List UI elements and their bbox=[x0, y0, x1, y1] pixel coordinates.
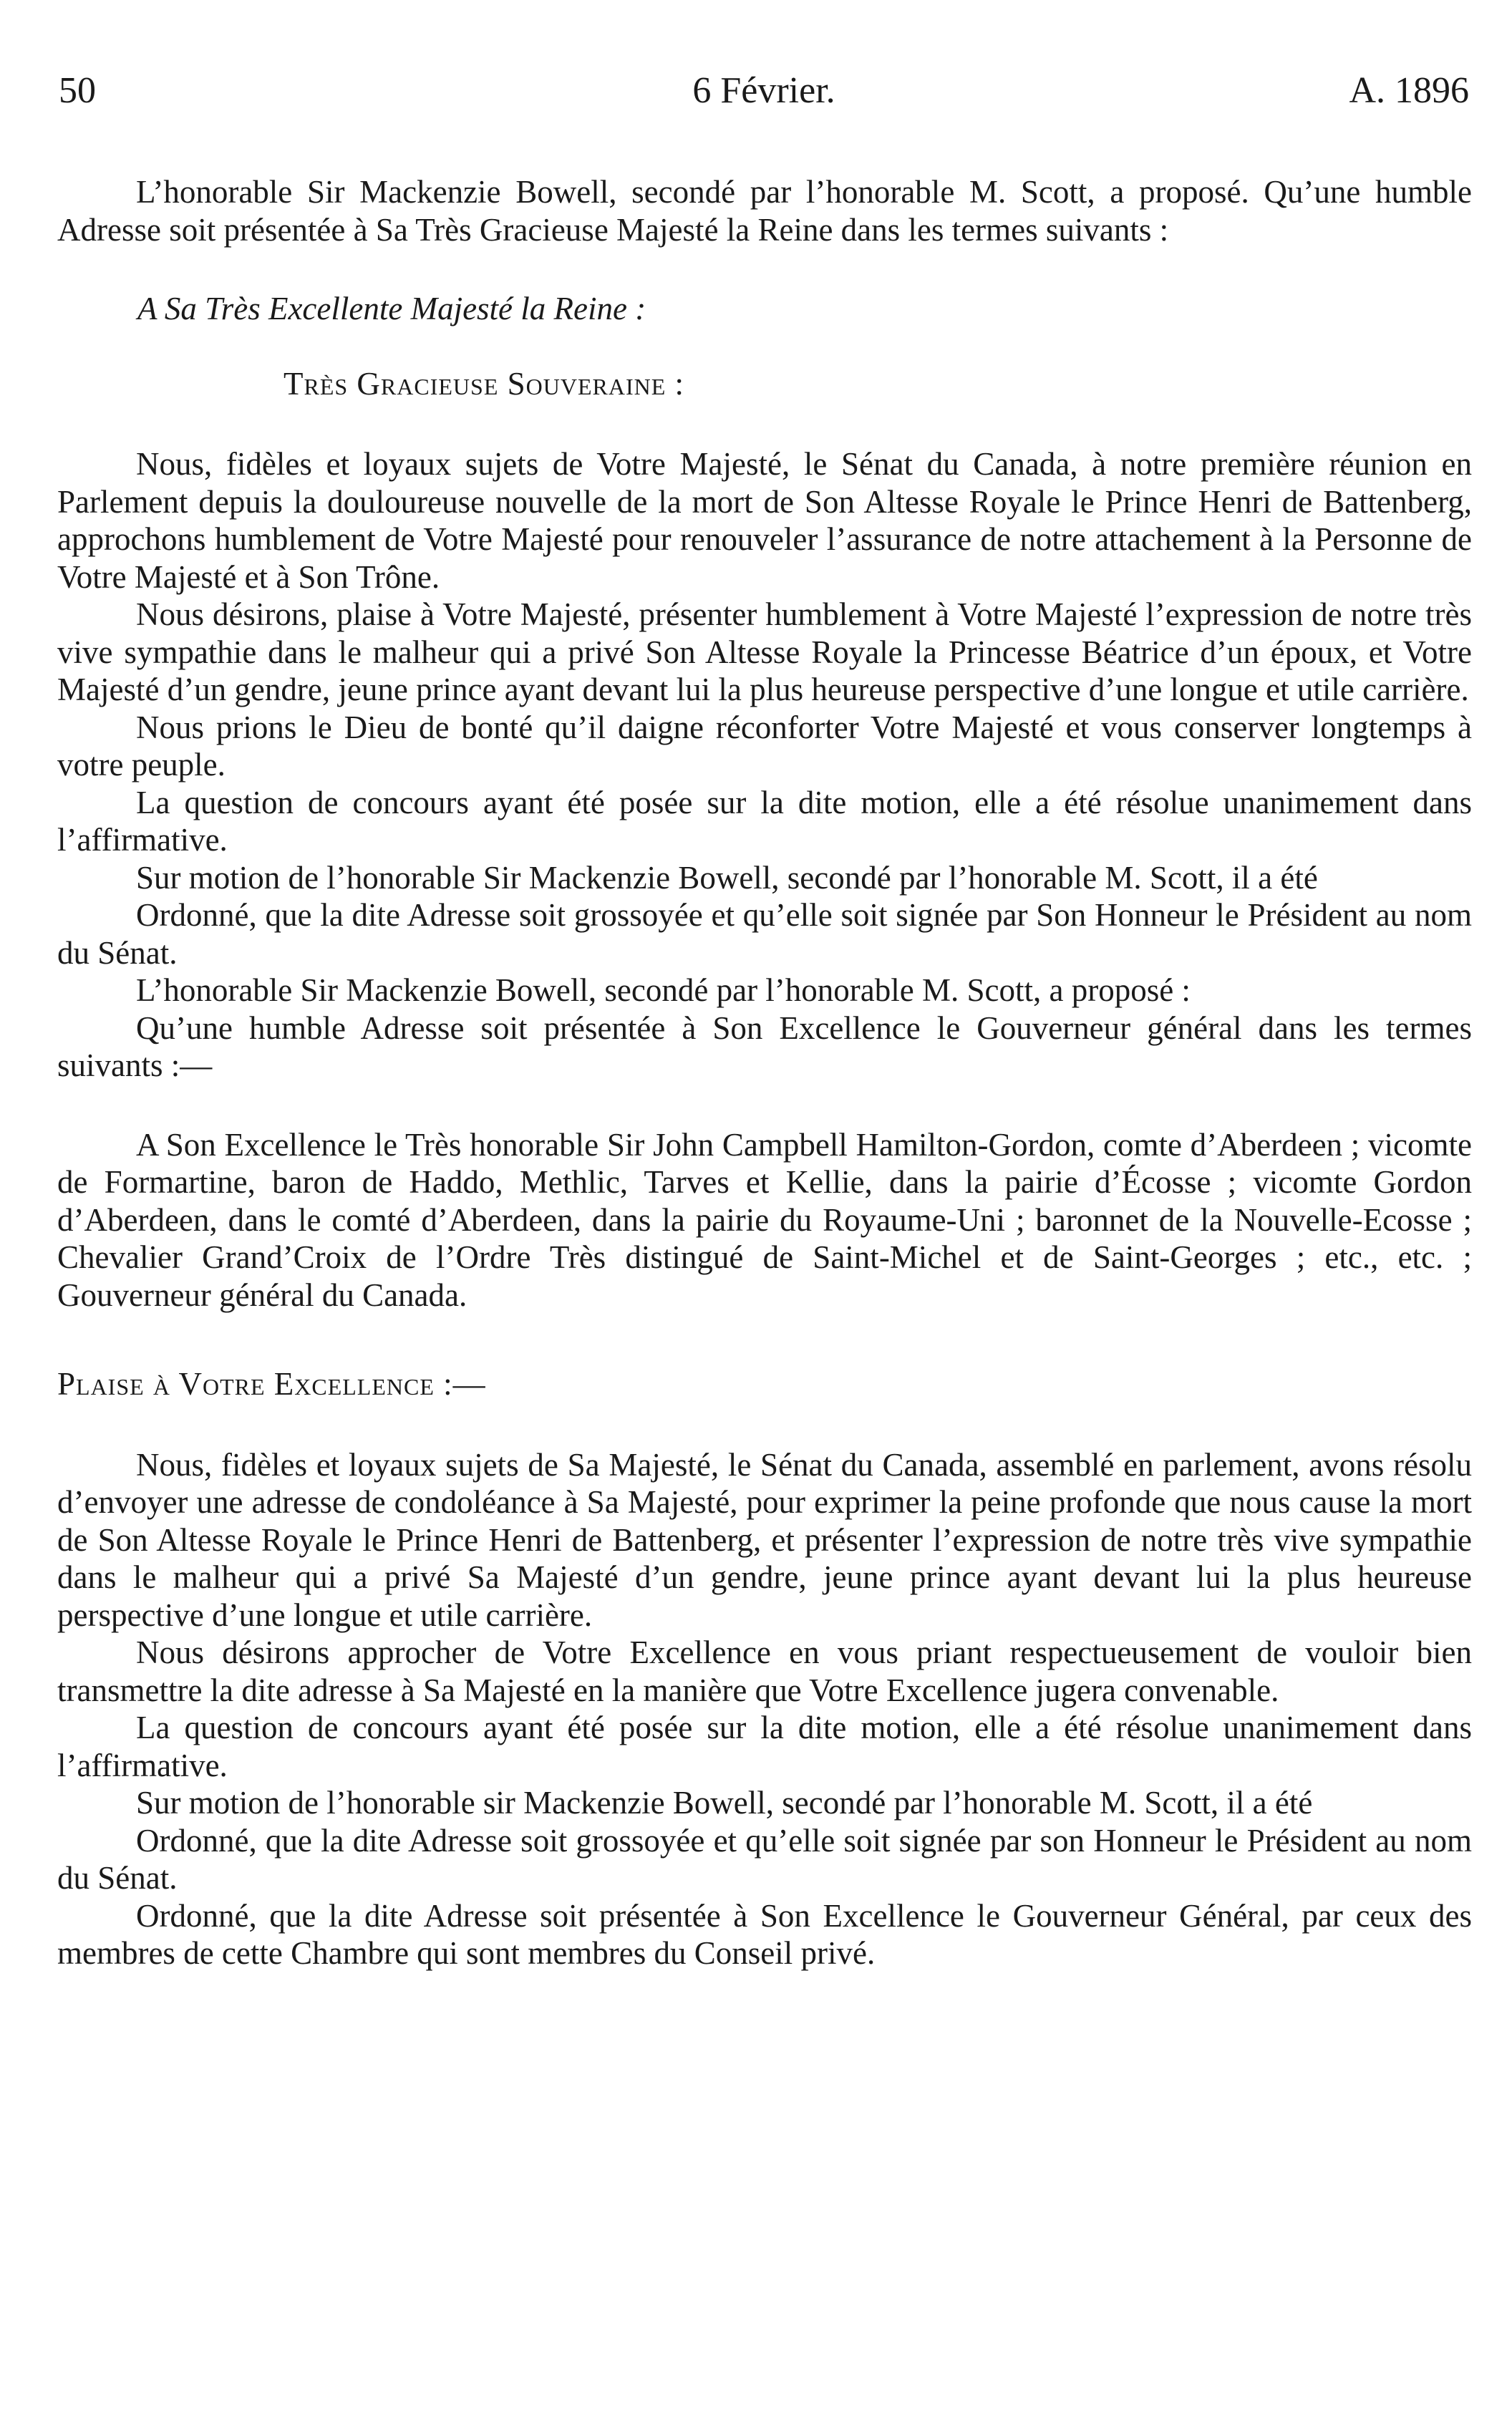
gg-order-paragraph-2: Ordonné, que la dite Adresse soit présentée à Son Excellence le Gouverneur Général, par ceux des membres de cette Chambre qui sont membres du Conseil privé. bbox=[57, 1897, 1472, 1971]
motion-order-paragraph: Sur motion de l’honorable Sir Mackenzie Bowell, secondé par l’honorable M. Scott, il a été bbox=[136, 859, 1318, 896]
address-paragraph-1: Nous, fidèles et loyaux sujets de Votre Majesté, le Sénat du Canada, à notre première réunion en Parlement depuis la douloureuse nouvelle de la mort de Son Altesse Royale le Prince Henri de Battenberg, approchons humblement de Votre Majesté pour renouveler l’assurance de notre attachement à la Personne de Votre Majesté et à Son Trône. bbox=[57, 446, 1472, 595]
motion-paragraph-gg: L’honorable Sir Mackenzie Bowell, secondé par l’honorable M. Scott, a proposé : bbox=[136, 972, 1191, 1008]
address-governor-general: A Son Excellence le Très honorable Sir John Campbell Hamilton-Gordon, comte d’Aberdeen ; vicomte de Formartine, baron de Haddo, Methlic, Tarves et Kellie, dans la pairie d’Écosse ; vicomte Gordon d’Aberdeen, dans le comté d’Aberdeen, dans la pairie du Royaume-Uni ; baronnet de la Nouvelle-Ecosse ; Chevalier Grand’Croix de l’Ordre Très distingué de Saint-Michel et de Saint-Georges ; etc., etc. ; Gouverneur général du Canada. bbox=[57, 1126, 1472, 1313]
motion-paragraph-queen: L’honorable Sir Mackenzie Bowell, secondé par l’honorable M. Scott, a proposé. Qu’une humble Adresse soit présentée à Sa Très Gracieuse Majesté la Reine dans les termes suivants : bbox=[57, 174, 1472, 248]
page-number: 50 bbox=[59, 70, 96, 111]
header-date: 6 Février. bbox=[692, 70, 835, 111]
gg-resolution-paragraph: La question de concours ayant été posée sur la dite motion, elle a été résolue unanimement dans l’affirmative. bbox=[57, 1710, 1472, 1783]
gg-paragraph-1: Nous, fidèles et loyaux sujets de Sa Majesté, le Sénat du Canada, assemblé en parlement, avons résolu d’envoyer une adresse de condoléance à Sa Majesté, pour exprimer la peine profonde que nous cause la mort de Son Altesse Royale le Prince Henri de Battenberg, et présenter l’expression de notre très vive sympathie dans le malheur qui a privé Sa Majesté d’un gendre, jeune prince ayant devant lui la plus heureuse perspective d’une longue et utile carrière. bbox=[57, 1446, 1472, 1633]
document-body bbox=[57, 173, 1472, 1972]
salutation-queen: A Sa Très Excellente Majesté la Reine : bbox=[137, 291, 646, 326]
excellence-heading: Plaise à Votre Excellence :— bbox=[57, 1366, 486, 1402]
gg-paragraph-2: Nous désirons approcher de Votre Excellence en vous priant respectueusement de vouloir bien transmettre la dite adresse à Sa Majesté en la manière que Votre Excellence jugera convenable. bbox=[57, 1634, 1472, 1708]
address-paragraph-3: Nous prions le Dieu de bonté qu’il daigne réconforter Votre Majesté et vous conserver longtemps à votre peuple. bbox=[57, 709, 1472, 783]
gg-motion-order-paragraph: Sur motion de l’honorable sir Mackenzie Bowell, secondé par l’honorable M. Scott, il a été bbox=[136, 1785, 1313, 1821]
page-header bbox=[59, 66, 1469, 116]
gg-order-paragraph-1: Ordonné, que la dite Adresse soit grossoyée et qu’elle soit signée par son Honneur le Président au nom du Sénat. bbox=[57, 1822, 1472, 1896]
resolution-paragraph: La question de concours ayant été posée sur la dite motion, elle a été résolue unanimement dans l’affirmative. bbox=[57, 784, 1472, 858]
sovereign-heading: Très Gracieuse Souveraine : bbox=[284, 365, 685, 402]
address-paragraph-2: Nous désirons, plaise à Votre Majesté, présenter humblement à Votre Majesté l’expression de notre très vive sympathie dans le malheur qui a privé Son Altesse Royale la Princesse Béatrice d’un époux, et Votre Majesté d’un gendre, jeune prince ayant devant lui la plus heureuse perspective d’une longue et utile carrière. bbox=[57, 596, 1472, 707]
header-year: A. 1896 bbox=[1349, 70, 1469, 111]
address-gg-intro: Qu’une humble Adresse soit présentée à Son Excellence le Gouverneur général dans les termes suivants :— bbox=[57, 1009, 1472, 1083]
order-paragraph: Ordonné, que la dite Adresse soit grossoyée et qu’elle soit signée par Son Honneur le Président au nom du Sénat. bbox=[57, 897, 1472, 971]
